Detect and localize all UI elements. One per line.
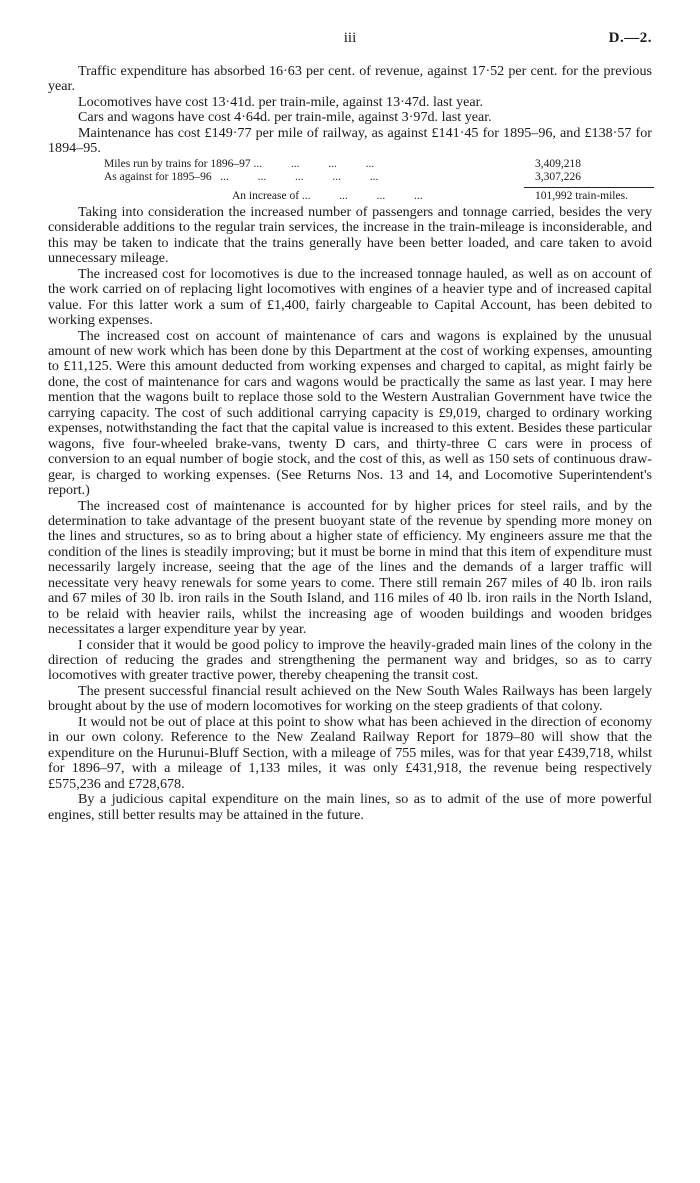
paragraph-train-mileage: Taking into consideration the increased number of passengers and tonnage carried, besides the very considerable additions to the regular train services, the increase in the train-mileage is inconsiderable, and this may be taken to indicate that the trains generally have been better loaded, and care taken to avoid unnecessary mileage. [48,203,652,267]
mileage-table [48,158,652,203]
mileage-total-value: 101,992 train-miles. [535,189,628,202]
mileage-row-label: Miles run by trains for 1896–97 ... ... ... ... [104,157,375,170]
paragraph-economy-comparison: It would not be out of place at this point to show what has been achieved in the direction of economy in our own colony. Reference to the New Zealand Railway Report for 1879–80 will show that the expenditure on the Hurunui-Bluff Section, with a mileage of 755 miles, was for that year £439,718, whilst for 1896–97, with a mileage of 1,133 miles, it was only £431,918, the revenue being respectively £575,236 and £728,678. [48,713,652,792]
paragraph-locomotives-cost: Locomotives have cost 13·41d. per train-mile, against 13·47d. last year. [78,93,484,110]
page-number: iii [343,30,357,46]
paragraph-main-lines-policy: I consider that it would be good policy to improve the heavily-graded main lines of the colony in the direction of reducing the grades and strengthening the permanent way and bridges, so as to carry locomotives with greater tractive power, thereby cheapening the transit cost. [48,636,652,684]
paragraph-locomotive-increase: The increased cost for locomotives is due to the increased tonnage hauled, as well as on account of the work carried on of replacing light locomotives with engines of a heavier type and of increased capital value. For this latter work a sum of £1,400, fairly chargeable to Capital Account, has been debited to working expenses. [48,265,652,329]
mileage-row-1895-96 [48,171,652,184]
document-reference: D.—2. [608,30,652,46]
paragraph-cars-wagons-maintenance: The increased cost on account of maintenance of cars and wagons is explained by the unusual amount of new work which has been done by this Department at the cost of working expenses, amounting to £11,125. Were this amount deducted from working expenses and charged to capital, as might fairly be done, the cost of maintenance for cars and wagons would be practically the same as last year. I may here mention that the wagons built to replace those sold to the Western Australian Government have twice the carrying capacity. The cost of such additional carrying capacity is £9,019, charged to ordinary working expenses, notwithstanding the fact that the capital value is increased to this extent. Besides these particular wagons, five four-wheeled brake-vans, twenty D cars, and thirty-three C cars were in process of conversion to an equal number of bogie stock, and the cost of this, as well as 150 sets of continuous draw-gear, is charged to working expenses. (See Returns Nos. 13 and 14, and Locomotive Superintendent's report.) [48,327,652,499]
mileage-row-1896-97 [48,158,652,171]
paragraph-maintenance-cost: Maintenance has cost £149·77 per mile of railway, as against £141·45 for 1895–96, and £138·57 for 1894–95. [48,124,652,157]
paragraph-future-results: By a judicious capital expenditure on the main lines, so as to admit of the use of more powerful engines, still better results may be attained in the future. [48,791,652,823]
paragraph-new-south-wales: The present successful financial result achieved on the New South Wales Railways has been largely brought about by the use of modern locomotives for working on the steep gradients of that colony. [48,682,652,715]
page-header [48,30,652,50]
paragraph-traffic-expenditure: Traffic expenditure has absorbed 16·63 per cent. of revenue, against 17·52 per cent. for the previous year. [48,63,652,95]
document-body [48,64,652,823]
mileage-row-value: 3,409,218 [535,157,581,170]
paragraph-cars-wagons-cost: Cars and wagons have cost 4·64d. per train-mile, against 3·97d. last year. [78,109,492,126]
paragraph-maintenance-increase: The increased cost of maintenance is accounted for by higher prices for steel rails, and by the determination to take advantage of the present buoyant state of the revenue by spending more money on the lines and structures, so as to bring about a higher state of efficiency. My engineers assure me that the condition of the lines is steadily improving; but it must be borne in mind that this item of expenditure must necessarily largely increase, seeing that the age of the lines and the demands of a larger traffic will necessitate very heavy renewals for some years to come. There still remain 267 miles of 40 lb. iron rails and 67 miles of 30 lb. iron rails in the South Island, and 116 miles of 40 lb. iron rails in the North Island, to be relaid with heavier rails, whilst the increasing age of wooden buildings and wooden bridges necessitates a larger expenditure year by year. [48,497,652,638]
mileage-row-label: As against for 1895–96 ... ... ... ... ... [104,171,379,184]
mileage-total-label: An increase of ... ... ... ... [232,189,423,202]
mileage-row-value: 3,307,226 [535,171,581,184]
mileage-row-increase [48,190,652,203]
